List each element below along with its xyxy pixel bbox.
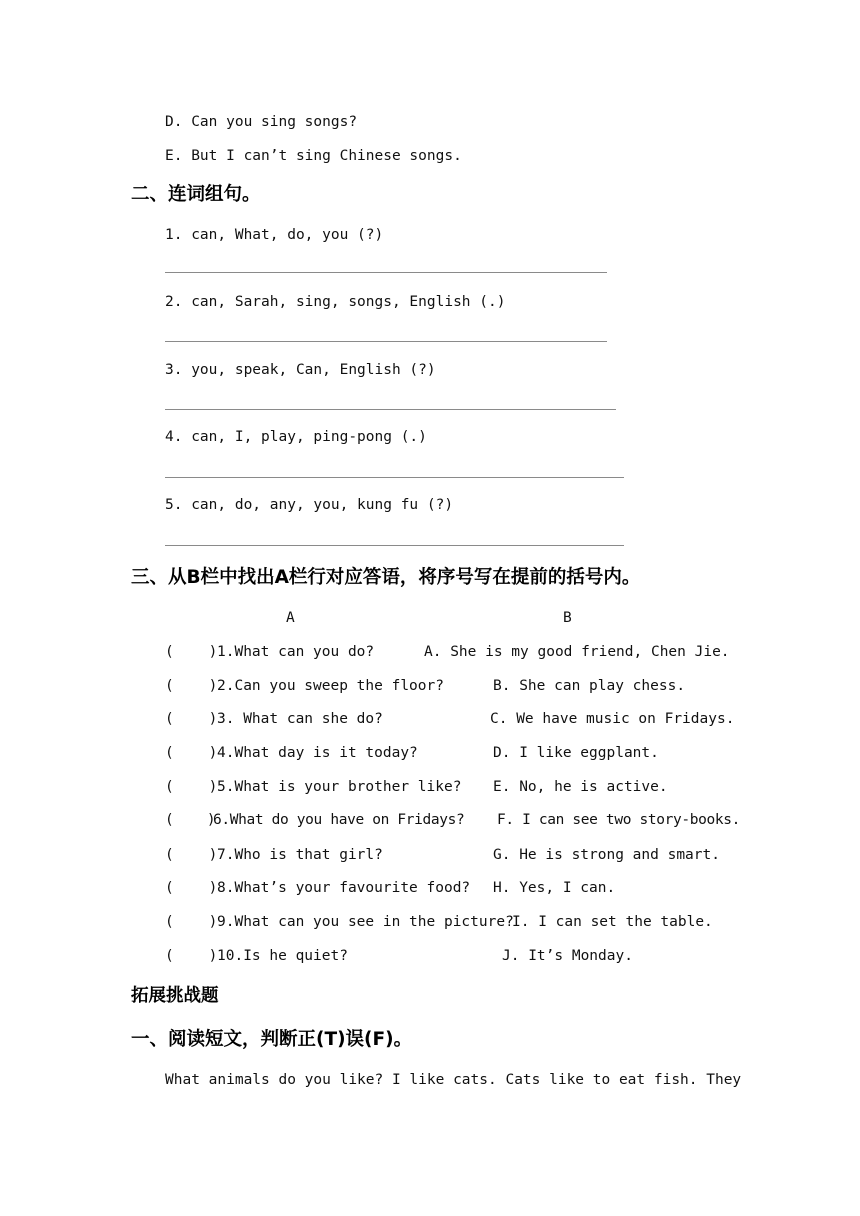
option-e: E. But I can’t sing Chinese songs.	[165, 148, 462, 164]
column-b-header: B	[563, 610, 572, 626]
answer-bracket[interactable]: ( )	[165, 711, 218, 727]
question-3: 3. What can she do?	[217, 711, 383, 727]
answer-line-4[interactable]	[165, 477, 624, 478]
answer-option-a: A. She is my good friend, Chen Jie.	[424, 644, 730, 660]
answer-bracket[interactable]: ( )	[165, 779, 218, 795]
answer-line-5[interactable]	[165, 545, 624, 546]
answer-option-b: B. She can play chess.	[493, 678, 686, 694]
answer-option-j: J. It’s Monday.	[502, 948, 633, 964]
answer-bracket[interactable]: ( )	[165, 745, 218, 761]
question-5: 5.What is your brother like?	[217, 779, 462, 795]
question-9: 9.What can you see in the picture?	[217, 914, 514, 930]
question-4: 4.What day is it today?	[217, 745, 418, 761]
question-1: 1.What can you do?	[217, 644, 375, 660]
word-order-item-2: 2. can, Sarah, sing, songs, English (.)	[165, 294, 506, 310]
word-order-item-3: 3. you, speak, Can, English (?)	[165, 362, 436, 378]
section3-title: 三、从B栏中找出A栏行对应答语，将序号写在提前的括号内。	[131, 567, 641, 588]
question-6: 6.What do you have on Fridays?	[213, 812, 465, 828]
question-10: 10.Is he quiet?	[217, 948, 348, 964]
answer-bracket[interactable]: ( )	[165, 914, 218, 930]
answer-option-g: G. He is strong and smart.	[493, 847, 720, 863]
answer-bracket[interactable]: ( )	[165, 812, 216, 828]
answer-bracket[interactable]: ( )	[165, 644, 218, 660]
column-a-header: A	[286, 610, 295, 626]
answer-option-c: C. We have music on Fridays.	[490, 711, 735, 727]
answer-line-1[interactable]	[165, 272, 607, 273]
word-order-item-1: 1. can, What, do, you (?)	[165, 227, 384, 243]
extension-subtitle: 一、阅读短文，判断正(T)误(F)。	[131, 1029, 413, 1050]
answer-bracket[interactable]: ( )	[165, 678, 218, 694]
answer-bracket[interactable]: ( )	[165, 880, 218, 896]
answer-bracket[interactable]: ( )	[165, 847, 218, 863]
answer-line-2[interactable]	[165, 341, 607, 342]
extension-title: 拓展挑战题	[131, 986, 219, 1006]
answer-bracket[interactable]: ( )	[165, 948, 218, 964]
question-8: 8.What’s your favourite food?	[217, 880, 471, 896]
answer-option-i: I. I can set the table.	[512, 914, 713, 930]
word-order-item-4: 4. can, I, play, ping-pong (.)	[165, 429, 427, 445]
question-7: 7.Who is that girl?	[217, 847, 383, 863]
answer-option-e: E. No, he is active.	[493, 779, 668, 795]
answer-option-h: H. Yes, I can.	[493, 880, 616, 896]
answer-option-d: D. I like eggplant.	[493, 745, 659, 761]
option-d: D. Can you sing songs?	[165, 114, 358, 130]
answer-option-f: F. I can see two story-books.	[497, 812, 741, 828]
word-order-item-5: 5. can, do, any, you, kung fu (?)	[165, 497, 454, 513]
section2-title: 二、连词组句。	[131, 184, 261, 205]
question-2: 2.Can you sweep the floor?	[217, 678, 444, 694]
answer-line-3[interactable]	[165, 409, 616, 410]
reading-passage: What animals do you like? I like cats. Cats like to eat fish. They	[165, 1072, 742, 1088]
